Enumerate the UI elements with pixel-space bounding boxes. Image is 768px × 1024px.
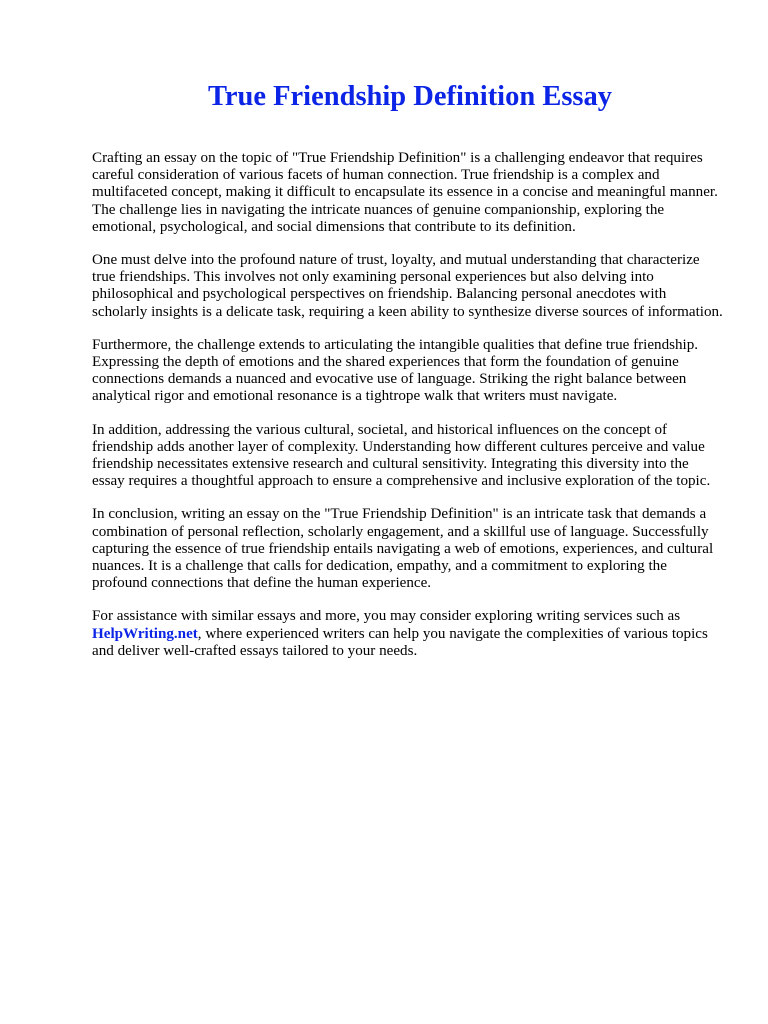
- paragraph-qualities: Furthermore, the challenge extends to articulating the intangible qualities that define true friendship. Expressing the depth of emotions and the shared experiences that form the foundation of genuine connections demands a nuanced and evocative use of language. Striking the right balance between analytical rigor and emotional resonance is a tightrope walk that writers must navigate.: [92, 336, 699, 405]
- page-title: True Friendship Definition Essay: [207, 81, 613, 112]
- closing-text-before: For assistance with similar essays and more, you may consider exploring writing services such as: [92, 608, 681, 625]
- helpwriting-link[interactable]: HelpWriting.net: [92, 625, 198, 642]
- paragraph-closing: [92, 608, 724, 660]
- paragraph-intro: Crafting an essay on the topic of "True Friendship Definition" is a challenging endeavor that requires careful consideration of various facets of human connection. True friendship is a complex and multifaceted concept, making it difficult to encapsulate its essence in a concise and meaningful manner. The challenge lies in navigating the intricate nuances of genuine companionship, exploring the emotional, psychological, and social dimensions that contribute to its definition.: [92, 150, 718, 235]
- closing-text-after: , where experienced writers can help you navigate the complexities of various topics and deliver well-crafted essays tailored to your needs.: [92, 625, 708, 659]
- paragraph-cultural: In addition, addressing the various cultural, societal, and historical influences on the concept of friendship adds another layer of complexity. Understanding how different cultures perceive and value friendship necessitates extensive research and cultural sensitivity. Integrating this diversity into the essay requires a thoughtful approach to ensure a comprehensive and inclusive exploration of the topic.: [92, 421, 711, 490]
- paragraph-trust: One must delve into the profound nature of trust, loyalty, and mutual understanding that characterize true friendships. This involves not only examining personal experiences but also delving into philosophical and psychological perspectives on friendship. Balancing personal anecdotes with scholarly insights is a delicate task, requiring a keen ability to synthesize diverse sources of information.: [92, 252, 723, 320]
- paragraph-conclusion: In conclusion, writing an essay on the "True Friendship Definition" is an intricate task that demands a combination of personal reflection, scholarly engagement, and a skillful use of language. Successfully capturing the essence of true friendship entails navigating a web of emotions, experiences, and cultural nuances. It is a challenge that calls for dedication, empathy, and a commitment to exploring the profound connections that define the human experience.: [92, 506, 714, 592]
